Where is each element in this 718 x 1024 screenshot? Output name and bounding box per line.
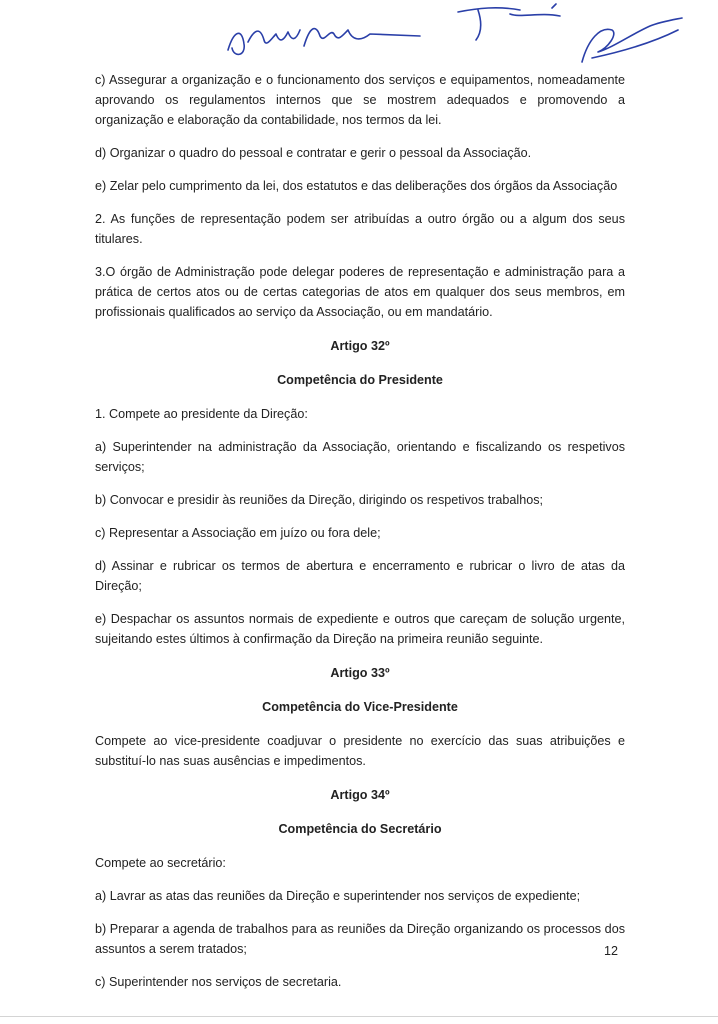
page-number: 12: [604, 944, 619, 958]
page-bottom-edge: [0, 1016, 718, 1017]
signature-1: [228, 29, 420, 55]
artigo-34-paragraph: a) Lavrar as atas das reuniões da Direção e superintender nos serviços de expediente;: [95, 889, 581, 903]
artigo-34-heading: Competência do Secretário: [278, 822, 442, 836]
handwritten-signatures: [220, 0, 690, 75]
artigo-32-heading: Competência do Presidente: [277, 373, 443, 387]
artigo-32-paragraph: c) Representar a Associação em juízo ou fora dele;: [95, 526, 381, 540]
paragraph-d-organizar: d) Organizar o quadro do pessoal e contratar e gerir o pessoal da Associação.: [95, 146, 532, 160]
signature-3: [582, 18, 682, 62]
paragraph-3-delegar: 3.O órgão de Administração pode delegar poderes de representação e administração para a prática de certos atos ou de certas categorias de atos em qualquer dos seus membros, em profissionais qualificados ao serviço da Associação, ou em mandatário.: [95, 265, 625, 319]
artigo-33-heading: Competência do Vice-Presidente: [262, 700, 458, 714]
paragraph-e-zelar: e) Zelar pelo cumprimento da lei, dos estatutos e das deliberações dos órgãos da Associação: [95, 179, 618, 193]
artigo-33-paragraph: Compete ao vice-presidente coadjuvar o presidente no exercício das suas atribuições e substituí-lo nas suas ausências e impedimentos.: [95, 734, 625, 768]
artigo-34-paragraph: c) Superintender nos serviços de secretaria.: [95, 975, 342, 989]
artigo-32-paragraph: a) Superintender na administração da Associação, orientando e fiscalizando os respetivos serviços;: [95, 440, 625, 474]
paragraph-2-funcoes: 2. As funções de representação podem ser atribuídas a outro órgão ou a algum dos seus titulares.: [95, 212, 625, 246]
artigo-32-title: Artigo 32º: [330, 339, 390, 353]
artigo-32-paragraph: 1. Compete ao presidente da Direção:: [95, 407, 308, 421]
artigo-34-title: Artigo 34º: [330, 788, 390, 802]
artigo-32-paragraph: b) Convocar e presidir às reuniões da Direção, dirigindo os respetivos trabalhos;: [95, 493, 544, 507]
artigo-34-paragraph: Compete ao secretário:: [95, 856, 226, 870]
signature-2: [458, 4, 560, 40]
document-body: [95, 70, 625, 1005]
artigo-32-paragraph: e) Despachar os assuntos normais de expediente e outros que careçam de solução urgente, sujeitando estes últimos à confirmação da Direção na primeira reunião seguinte.: [95, 612, 625, 646]
artigo-34-paragraph: b) Preparar a agenda de trabalhos para as reuniões da Direção organizando os processos dos assuntos a serem tratados;: [95, 922, 625, 956]
paragraph-c-assegurar: c) Assegurar a organização e o funcionamento dos serviços e equipamentos, nomeadamente aprovando os regulamentos internos que se mostrem adequados e promovendo a organização e elaboração da contabilidade, nos termos da lei.: [95, 73, 625, 127]
artigo-33-title: Artigo 33º: [330, 666, 390, 680]
artigo-32-paragraph: d) Assinar e rubricar os termos de abertura e encerramento e rubricar o livro de atas da Direção;: [95, 559, 625, 593]
